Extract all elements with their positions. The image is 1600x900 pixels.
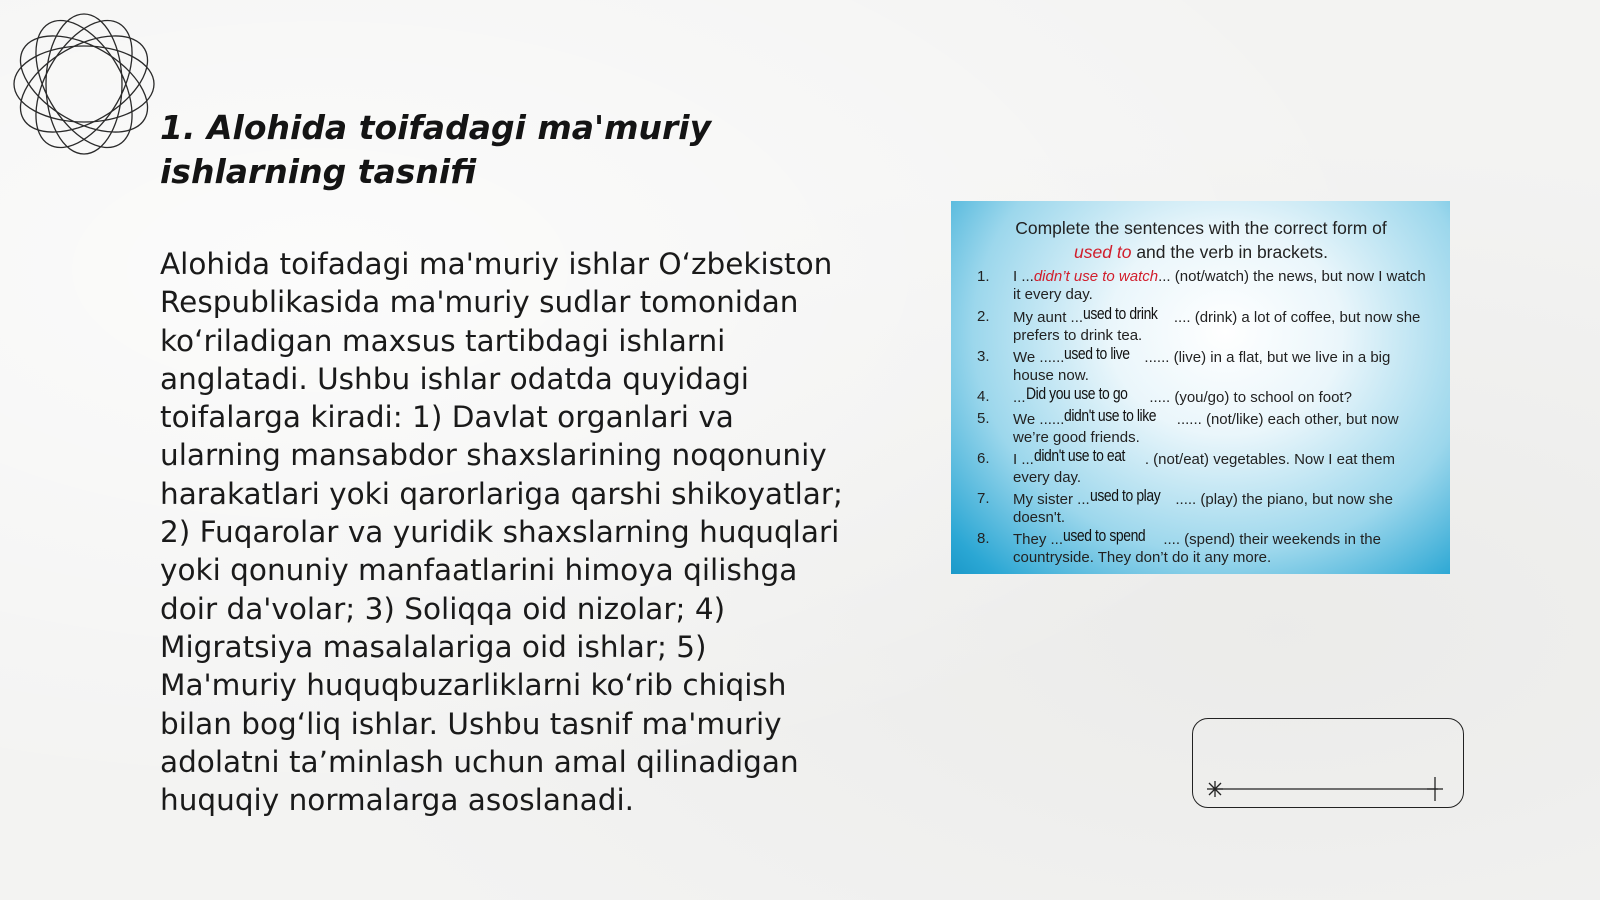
body-paragraph: Alohida toifadagi ma'muriy ishlar O‘zbekiston Respublikasida ma'muriy sudlar tomonidan ko‘riladigan maxsus tartibdagi ishlarni anglatadi. Ushbu ishlar odatda quyidagi toifalarga kiradi: 1) Davlat organlari va ularning mansabdor shaxslarining noqonuniy harakatlari yoki qarorlariga qarshi shikoyatlar; 2) Fuqarolar va yuridik shaxslarning huquqlari yoki qonuniy manfaatlarini himoya qilishga doir da'volar; 3) Soliqqa oid nizolar; 4) Migratsiya masalalariga oid ishlar; 5) Ma'muriy huquqbuzarliklarni ko‘rib chiqish bilan bog‘liq ishlar. Ushbu tasnif ma'muriy adolatni ta’minlash uchun amal qilinadigan huquqiy normalarga asoslanadi. xyxy=(160,247,843,818)
handwritten-answer: didn't use to eat xyxy=(1033,446,1125,465)
sparkle-line-icon xyxy=(1193,719,1465,809)
handwritten-answer: Did you use to go xyxy=(1025,384,1128,403)
decorative-rounded-frame xyxy=(1192,718,1464,808)
handwritten-answer: used to drink xyxy=(1083,304,1158,323)
handwritten-answer: didn't use to like xyxy=(1064,406,1157,425)
exercise-image: Complete the sentences with the correct form of used to and the verb in brackets. 1. I ...didn’t use to watch... (not/watch) the news, but now I watch it every day. 2. My aunt ...used to drink .... (drink) a lot of coffee, but now she prefers to drink tea. 3. We ......used to live ...... (live) in a flat, but we live in a big house now. 4. ...Did you use to go ..... (you/go) to school on foot? 5. We ......didn't use to like ...... (not/like) each other, but now we’re good friends. 6. I ...didn't use to eat . (not/eat) vegetables. Now I eat them every day. 7. My sister ...used to play ..... (play) the piano, but now she doesn't. 8. They ...used to spend .... (spend) their weekends in the countryside. They don’t do it any more. xyxy=(951,201,1450,574)
exercise-instruction: Complete the sentences with the correct form of used to and the verb in brackets. xyxy=(1015,218,1387,262)
handwritten-answer: used to live xyxy=(1064,344,1131,363)
handwritten-answer: used to play xyxy=(1089,486,1160,505)
slide-title: 1. Alohida toifadagi ma'muriy ishlarning tasnifi xyxy=(160,108,712,191)
handwritten-answer: used to spend xyxy=(1063,526,1146,545)
decorative-circle-ornament xyxy=(10,10,158,158)
